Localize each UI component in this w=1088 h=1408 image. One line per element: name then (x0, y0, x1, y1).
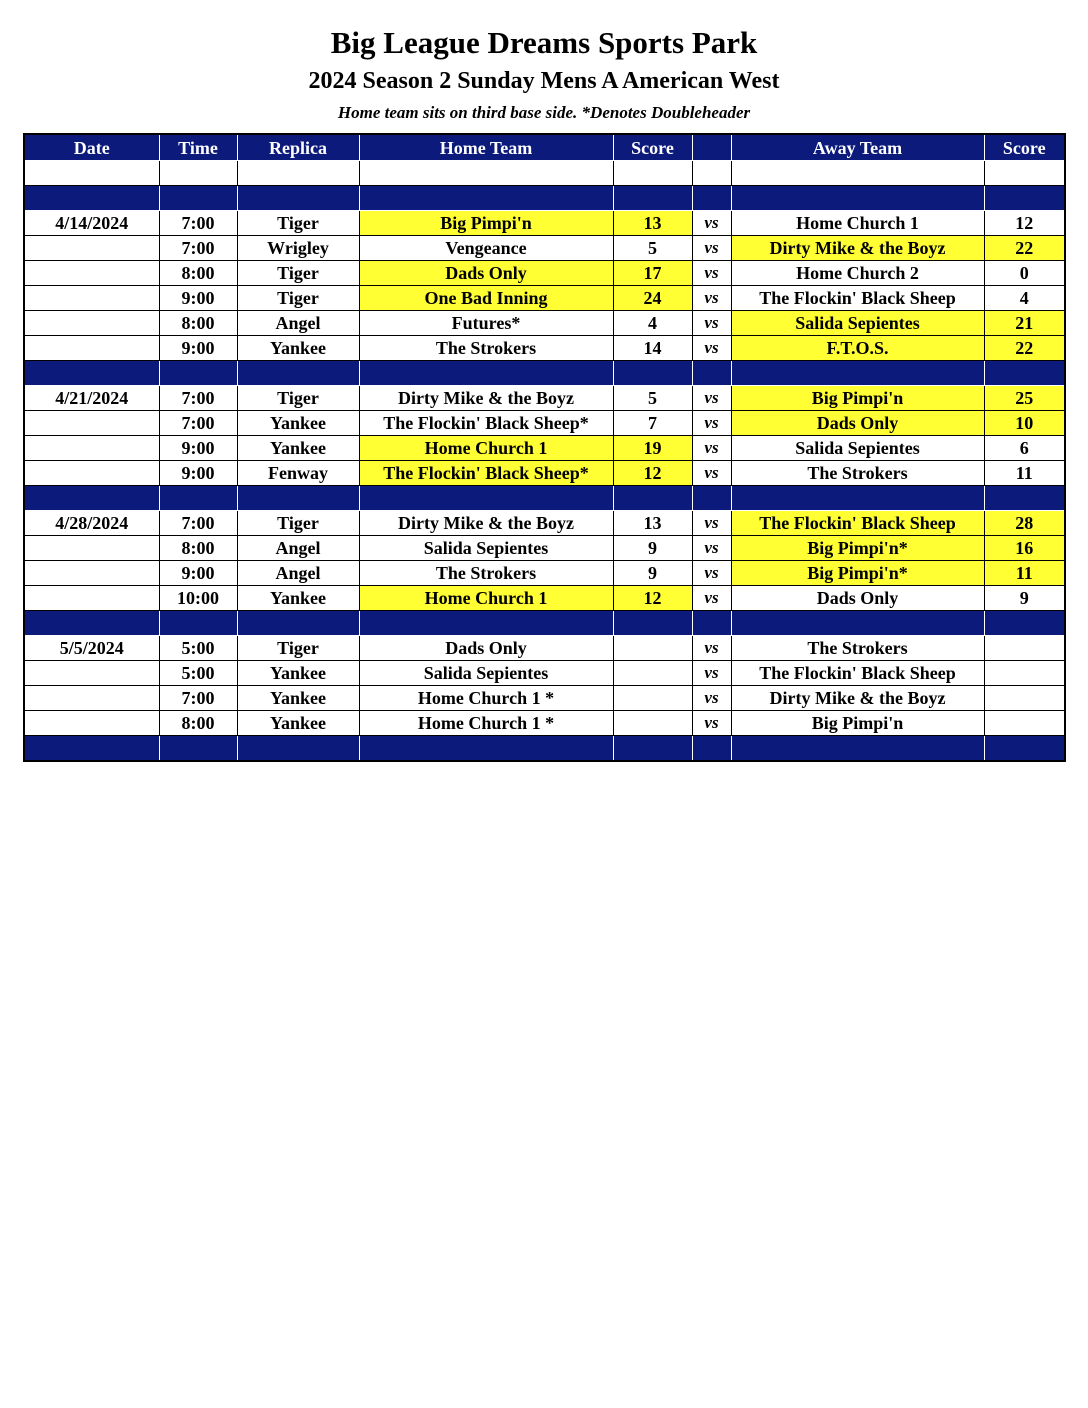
game-replica-field: Yankee (237, 436, 359, 461)
game-time: 8:00 (159, 261, 237, 286)
away-team-name: Dads Only (731, 411, 984, 436)
game-date (24, 536, 159, 561)
away-team-score: 11 (984, 461, 1065, 486)
game-row (24, 236, 1065, 261)
home-team-name: Salida Sepientes (359, 536, 613, 561)
game-time: 9:00 (159, 436, 237, 461)
game-time: 7:00 (159, 236, 237, 261)
game-replica-field: Angel (237, 561, 359, 586)
away-team-score (984, 661, 1065, 686)
game-time: 7:00 (159, 386, 237, 411)
game-row (24, 286, 1065, 311)
home-team-name: Big Pimpi'n (359, 211, 613, 236)
home-team-score: 5 (613, 386, 692, 411)
home-team-name: Salida Sepientes (359, 661, 613, 686)
game-date (24, 236, 159, 261)
away-team-name: The Flockin' Black Sheep (731, 511, 984, 536)
home-team-name: Dads Only (359, 261, 613, 286)
week-separator-row (24, 186, 1065, 211)
home-team-score: 7 (613, 411, 692, 436)
game-row (24, 336, 1065, 361)
vs-label: vs (692, 461, 731, 486)
game-replica-field: Tiger (237, 636, 359, 661)
game-time: 8:00 (159, 536, 237, 561)
col-header-home-score: Score (613, 134, 692, 161)
vs-label: vs (692, 436, 731, 461)
away-team-name: The Flockin' Black Sheep (731, 661, 984, 686)
away-team-score: 28 (984, 511, 1065, 536)
game-date (24, 336, 159, 361)
home-team-score (613, 661, 692, 686)
game-row (24, 661, 1065, 686)
vs-label: vs (692, 711, 731, 736)
game-date (24, 311, 159, 336)
schedule-table (23, 133, 1066, 762)
home-team-name: Home Church 1 * (359, 686, 613, 711)
home-team-score: 5 (613, 236, 692, 261)
home-team-name: Futures* (359, 311, 613, 336)
away-team-score: 12 (984, 211, 1065, 236)
game-time: 9:00 (159, 461, 237, 486)
away-team-name: Dirty Mike & the Boyz (731, 686, 984, 711)
game-replica-field: Tiger (237, 511, 359, 536)
game-row (24, 711, 1065, 736)
col-header-replica: Replica (237, 134, 359, 161)
away-team-name: Dirty Mike & the Boyz (731, 236, 984, 261)
game-date (24, 461, 159, 486)
vs-label: vs (692, 411, 731, 436)
game-date (24, 436, 159, 461)
away-team-score: 21 (984, 311, 1065, 336)
home-team-name: The Flockin' Black Sheep* (359, 411, 613, 436)
game-row (24, 436, 1065, 461)
game-replica-field: Wrigley (237, 236, 359, 261)
game-row (24, 636, 1065, 661)
away-team-score (984, 686, 1065, 711)
away-team-score (984, 711, 1065, 736)
game-replica-field: Fenway (237, 461, 359, 486)
vs-label: vs (692, 561, 731, 586)
game-row (24, 461, 1065, 486)
col-header-time: Time (159, 134, 237, 161)
week-separator-row (24, 361, 1065, 386)
game-time: 5:00 (159, 661, 237, 686)
away-team-score: 4 (984, 286, 1065, 311)
home-team-score: 9 (613, 561, 692, 586)
game-time: 10:00 (159, 586, 237, 611)
week-separator-row (24, 736, 1065, 762)
home-team-score: 13 (613, 511, 692, 536)
away-team-name: Dads Only (731, 586, 984, 611)
vs-label: vs (692, 586, 731, 611)
away-team-score: 9 (984, 586, 1065, 611)
col-header-away-score: Score (984, 134, 1065, 161)
away-team-name: Big Pimpi'n* (731, 561, 984, 586)
schedule-note: Home team sits on third base side. *Denotes Doubleheader (337, 103, 751, 122)
home-team-score: 19 (613, 436, 692, 461)
game-row (24, 411, 1065, 436)
game-replica-field: Yankee (237, 411, 359, 436)
col-header-away-team: Away Team (731, 134, 984, 161)
game-date (24, 586, 159, 611)
home-team-name: Home Church 1 * (359, 711, 613, 736)
game-date (24, 261, 159, 286)
home-team-score: 14 (613, 336, 692, 361)
game-replica-field: Tiger (237, 261, 359, 286)
col-header-date: Date (24, 134, 159, 161)
game-replica-field: Tiger (237, 386, 359, 411)
game-date (24, 286, 159, 311)
game-row (24, 511, 1065, 536)
home-team-score (613, 711, 692, 736)
game-time: 5:00 (159, 636, 237, 661)
game-row (24, 261, 1065, 286)
vs-label: vs (692, 286, 731, 311)
away-team-name: Salida Sepientes (731, 311, 984, 336)
away-team-name: Home Church 1 (731, 211, 984, 236)
away-team-name: Home Church 2 (731, 261, 984, 286)
home-team-name: The Strokers (359, 336, 613, 361)
home-team-score: 17 (613, 261, 692, 286)
game-row (24, 386, 1065, 411)
game-time: 9:00 (159, 336, 237, 361)
home-team-score: 12 (613, 461, 692, 486)
game-replica-field: Tiger (237, 211, 359, 236)
schedule-body (24, 161, 1065, 762)
game-date (24, 561, 159, 586)
game-row (24, 561, 1065, 586)
vs-label: vs (692, 686, 731, 711)
game-date: 5/5/2024 (24, 636, 159, 661)
home-team-score: 24 (613, 286, 692, 311)
home-team-score: 9 (613, 536, 692, 561)
game-time: 7:00 (159, 211, 237, 236)
game-row (24, 686, 1065, 711)
vs-label: vs (692, 236, 731, 261)
home-team-name: Home Church 1 (359, 436, 613, 461)
game-replica-field: Yankee (237, 686, 359, 711)
game-time: 9:00 (159, 286, 237, 311)
vs-label: vs (692, 661, 731, 686)
home-team-name: The Flockin' Black Sheep* (359, 461, 613, 486)
game-replica-field: Tiger (237, 286, 359, 311)
away-team-name: Salida Sepientes (731, 436, 984, 461)
home-team-name: Dirty Mike & the Boyz (359, 386, 613, 411)
home-team-name: One Bad Inning (359, 286, 613, 311)
away-team-score (984, 636, 1065, 661)
away-team-score: 25 (984, 386, 1065, 411)
home-team-name: Dirty Mike & the Boyz (359, 511, 613, 536)
home-team-name: The Strokers (359, 561, 613, 586)
away-team-score: 6 (984, 436, 1065, 461)
game-row (24, 586, 1065, 611)
game-time: 7:00 (159, 511, 237, 536)
game-date (24, 411, 159, 436)
game-replica-field: Angel (237, 311, 359, 336)
away-team-score: 22 (984, 336, 1065, 361)
week-separator-row (24, 611, 1065, 636)
game-replica-field: Yankee (237, 661, 359, 686)
game-replica-field: Yankee (237, 711, 359, 736)
away-team-name: The Flockin' Black Sheep (731, 286, 984, 311)
page-subtitle: 2024 Season 2 Sunday Mens A American West (308, 68, 780, 94)
col-header-home-team: Home Team (359, 134, 613, 161)
vs-label: vs (692, 336, 731, 361)
away-team-name: The Strokers (731, 461, 984, 486)
vs-label: vs (692, 536, 731, 561)
vs-label: vs (692, 311, 731, 336)
game-row (24, 311, 1065, 336)
game-date (24, 686, 159, 711)
game-time: 7:00 (159, 411, 237, 436)
away-team-score: 10 (984, 411, 1065, 436)
vs-label: vs (692, 636, 731, 661)
vs-label: vs (692, 511, 731, 536)
home-team-name: Vengeance (359, 236, 613, 261)
game-replica-field: Yankee (237, 586, 359, 611)
vs-label: vs (692, 211, 731, 236)
away-team-score: 11 (984, 561, 1065, 586)
away-team-score: 16 (984, 536, 1065, 561)
game-time: 8:00 (159, 311, 237, 336)
home-team-score (613, 686, 692, 711)
game-time: 7:00 (159, 686, 237, 711)
game-row (24, 536, 1065, 561)
away-team-name: Big Pimpi'n (731, 386, 984, 411)
game-date (24, 661, 159, 686)
game-time: 9:00 (159, 561, 237, 586)
away-team-name: F.T.O.S. (731, 336, 984, 361)
away-team-score: 0 (984, 261, 1065, 286)
home-team-score: 4 (613, 311, 692, 336)
home-team-name: Dads Only (359, 636, 613, 661)
page-header (0, 24, 1088, 124)
game-row (24, 211, 1065, 236)
game-date: 4/21/2024 (24, 386, 159, 411)
game-date: 4/14/2024 (24, 211, 159, 236)
page-title: Big League Dreams Sports Park (330, 25, 758, 60)
blank-row (24, 161, 1065, 186)
home-team-score: 12 (613, 586, 692, 611)
vs-label: vs (692, 261, 731, 286)
col-header-vs (692, 134, 731, 161)
away-team-score: 22 (984, 236, 1065, 261)
game-time: 8:00 (159, 711, 237, 736)
home-team-name: Home Church 1 (359, 586, 613, 611)
game-date: 4/28/2024 (24, 511, 159, 536)
game-date (24, 711, 159, 736)
game-replica-field: Angel (237, 536, 359, 561)
away-team-name: Big Pimpi'n (731, 711, 984, 736)
home-team-score (613, 636, 692, 661)
away-team-name: Big Pimpi'n* (731, 536, 984, 561)
game-replica-field: Yankee (237, 336, 359, 361)
vs-label: vs (692, 386, 731, 411)
away-team-name: The Strokers (731, 636, 984, 661)
header-row (24, 134, 1065, 161)
home-team-score: 13 (613, 211, 692, 236)
week-separator-row (24, 486, 1065, 511)
